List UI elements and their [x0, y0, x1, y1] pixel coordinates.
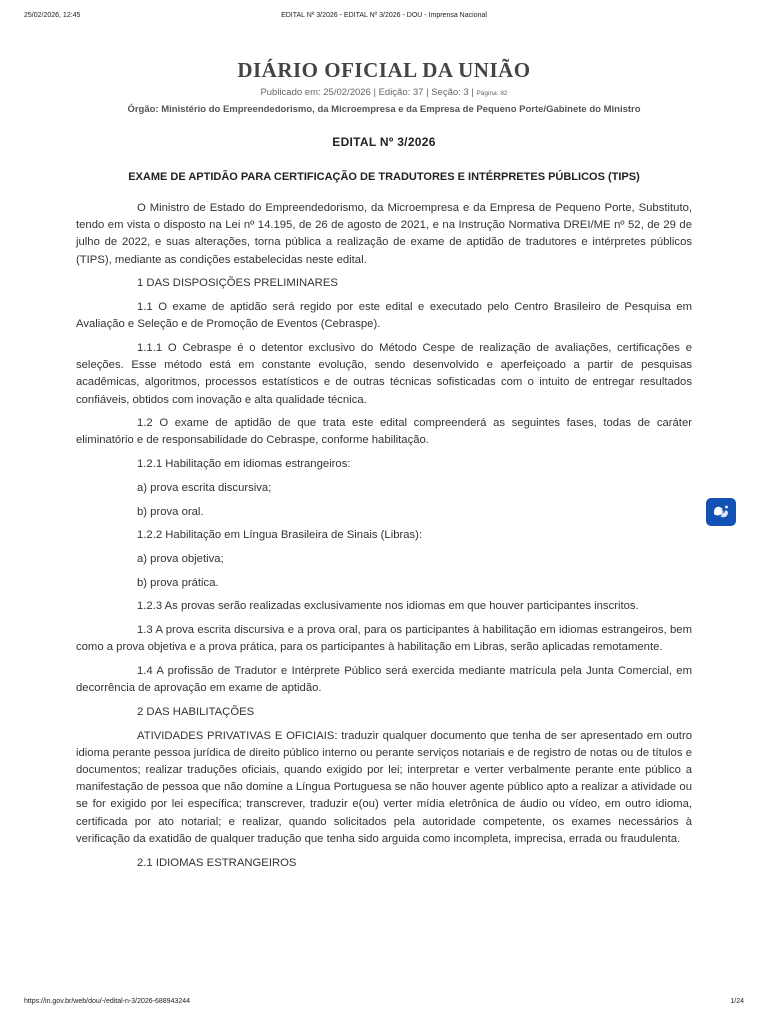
- paragraph: 1.2.3 As provas serão realizadas exclusivamente nos idiomas em que houver participantes inscritos.: [137, 600, 639, 613]
- paragraph: 1.2.2 Habilitação em Língua Brasileira de Sinais (Libras):: [137, 529, 423, 542]
- document-title: EDITAL Nº 3/2026: [332, 135, 436, 149]
- page-reference: Página: 82: [476, 90, 508, 97]
- paragraph: ATIVIDADES PRIVATIVAS E OFICIAIS: traduzir qualquer documento que tenha de ser apresentado em outro idioma perante pessoa jurídica de direito público interno ou perante serviços notariais e de registro de notas ou de títulos e documentos; realizar traduções oficiais, quando exigido por lei; interpretar e verter verbalmente perante ente público a manifestação de pessoa que não domine a Língua Portuguesa se não houver agente público apto a realizar a atividade ou se for exigido por lei específica; transcrever, traduzir e(ou) verter mídia eletrônica de áudio ou vídeo, em outro idioma, certificada por ato notarial; e realizar, quando solicitados pela autoridade competente, os exames necessários à verificação da exatidão de qualquer tradução que tenha sido arguida como incompleta, imprecisa, errada ou fraudulenta.: [76, 729, 692, 845]
- issuing-body: Órgão: Ministério do Empreendedorismo, da Microempresa e da Empresa de Pequeno Porte/Gabinete do Ministro: [127, 104, 641, 115]
- publication-details: Publicado em: 25/02/2026 | Edição: 37 | Seção: 3 |: [260, 87, 474, 98]
- document-body: [76, 135, 692, 878]
- paragraph: 1.2.1 Habilitação em idiomas estrangeiros:: [137, 458, 351, 471]
- section-heading: 2.1 IDIOMAS ESTRANGEIROS: [137, 856, 297, 869]
- print-footer: [24, 998, 744, 1010]
- paragraph: 1.3 A prova escrita discursiva e a prova oral, para os participantes à habilitação em idiomas estrangeiros, bem como a prova objetiva e a prova prática, para os participantes à habilitação em Libras, serão aplicadas remotamente.: [76, 624, 692, 654]
- list-item: b) prova oral.: [137, 505, 204, 518]
- sign-language-hands-icon: [711, 503, 731, 521]
- list-item: a) prova escrita discursiva;: [137, 481, 272, 494]
- page-counter: 1/24: [730, 998, 744, 1005]
- paragraph: O Ministro de Estado do Empreendedorismo, da Microempresa e da Empresa de Pequeno Porte, Substituto, tendo em vista o disposto na Lei nº 14.195, de 26 de agosto de 2021, e na Instrução Normativa DREI/ME nº 52, de 29 de julho de 2022, e suas alterações, torna pública a realização de exame de aptidão de tradutores e intérpretes públicos (TIPS), mediante as condições estabelecidas neste edital.: [76, 202, 692, 266]
- print-datetime: 25/02/2026, 12:45: [24, 12, 81, 19]
- document-subtitle: EXAME DE APTIDÃO PARA CERTIFICAÇÃO DE TRADUTORES E INTÉRPRETES PÚBLICOS (TIPS): [128, 171, 640, 183]
- list-item: b) prova prática.: [137, 576, 219, 589]
- publication-info: [0, 87, 768, 98]
- section-heading: 1 DAS DISPOSIÇÕES PRELIMINARES: [137, 277, 338, 290]
- publication-title: DIÁRIO OFICIAL DA UNIÃO: [237, 58, 531, 82]
- sign-language-button[interactable]: [706, 498, 736, 526]
- list-item: a) prova objetiva;: [137, 552, 224, 565]
- paragraph: 1.4 A profissão de Tradutor e Intérprete Público será exercida mediante matrícula pela Junta Comercial, em decorrência de aprovação em exame de aptidão.: [76, 664, 692, 695]
- paragraph: 1.1 O exame de aptidão será regido por este edital e executado pelo Centro Brasileiro de Pesquisa em Avaliação e Seleção e de Promoção de Eventos (Cebraspe).: [76, 301, 692, 331]
- paragraph: 1.1.1 O Cebraspe é o detentor exclusivo do Método Cespe de realização de avaliações, certificações e seleções. Esse método está em constante evolução, sendo desenvolvido e aperfeiçoado a partir de pesquisas acadêmicas, algoritmos, processos estatísticos e de outras técnicas sofisticadas com o intuito de entregar resultados confiáveis, obtidos com inovação e alta qualidade técnica.: [76, 341, 692, 406]
- paragraph: 1.2 O exame de aptidão de que trata este edital compreenderá as seguintes fases, todas de caráter eliminatório e de responsabilidade do Cebraspe, conforme habilitação.: [76, 417, 692, 447]
- section-heading: 2 DAS HABILITAÇÕES: [137, 705, 255, 718]
- page-url: https://in.gov.br/web/dou/-/edital-n-3/2026-688943244: [24, 998, 191, 1005]
- masthead: [0, 58, 768, 115]
- print-page-title: EDITAL Nº 3/2026 - EDITAL Nº 3/2026 - DOU - Imprensa Nacional: [281, 12, 487, 19]
- print-header: [24, 12, 744, 24]
